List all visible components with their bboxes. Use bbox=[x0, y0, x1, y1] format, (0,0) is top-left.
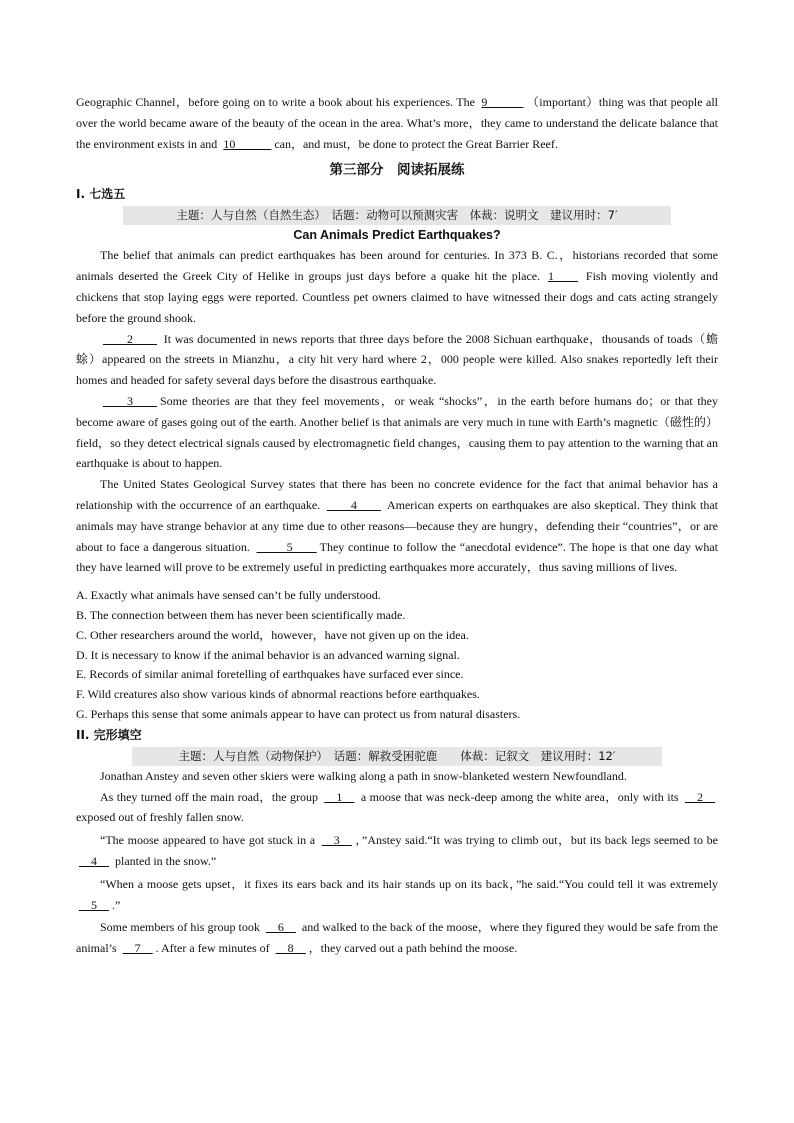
reading-paragraph-4: The United States Geological Survey states that there has been no concrete evidence for the fact that animal behavior has a relationship with the occurrence of an earthquake. ____4____ American experts on earthquakes are also skeptical. They think that animals may have strange behavior at any time due to other reasons—because they are hungry，defending their “countries”，or are about to face a dangerous situation. _____5____ They continue to follow the “anecdotal evidence”. The hope is that one day what they have learned will prove to be extremely useful in predicting earthquakes more accurately，thus saving millions of lives. bbox=[76, 477, 718, 575]
cloze-blank-1: __1__ bbox=[324, 789, 355, 804]
section1-heading: I. 七选五 bbox=[76, 187, 126, 202]
cloze-blank-7: __7__ bbox=[122, 941, 153, 956]
blank-10: 10______ bbox=[223, 136, 272, 151]
reading-paragraph-1: The belief that animals can predict earthquakes has been around for centuries. In 373 B. C.，historians recorded that some animals deserted the Greek City of Helike in groups just days before a quake hit the place. 1____ Fish moving violently and chickens that stop laying eggs were reported. Countless pet owners claimed to have witnessed their dogs and cats acting strangely before the ground shook. bbox=[76, 248, 718, 325]
cloze-blank-4: __4__ bbox=[79, 853, 109, 868]
cloze-blank-3: __3__ bbox=[321, 833, 352, 848]
blank-3: ____3____ bbox=[103, 393, 157, 408]
option-d: D. It is necessary to know if the animal behavior is an advanced warning signal. bbox=[76, 647, 460, 662]
option-a: A. Exactly what animals have sensed can’t be fully understood. bbox=[76, 588, 381, 603]
blank-2: ____2____ bbox=[103, 331, 157, 346]
cloze-paragraph-3: “The moose appeared to have got stuck in a __3__ ，”Anstey said.“It was trying to climb out，but its back legs seemed to be __4__ planted in the snow.” bbox=[76, 830, 718, 872]
cloze-paragraph-5: Some members of his group took __6__ and walked to the back of the moose，where they figured they would be safe from the animal’s __7__ . After a few minutes of __8__ ，they carved out a path behind the moose. bbox=[76, 920, 718, 956]
section1-topic-bar: 主题：人与自然（自然生态） 话题：动物可以预测灾害 体裁：说明文 建议用时：7′ bbox=[123, 206, 671, 225]
part3-title: 第三部分 阅读拓展练 bbox=[329, 162, 465, 179]
cloze-blank-2: __2__ bbox=[685, 789, 716, 804]
blank-1: 1____ bbox=[548, 269, 579, 284]
blank-9: 9______ bbox=[481, 95, 524, 109]
option-b: B. The connection between them has never been scientifically made. bbox=[76, 607, 406, 622]
cloze-paragraph-4: “When a moose gets upset，it fixes its ears back and its hair stands up on its back，”he said.“You could tell it was extremely __5__ .” bbox=[76, 874, 718, 916]
cloze-paragraph-2: As they turned off the main road，the group __1__ a moose that was neck-deep among the white area，only with its __2__ exposed out of freshly fallen snow. bbox=[76, 787, 718, 829]
option-g: G. Perhaps this sense that some animals appear to have can protect us from natural disasters. bbox=[76, 706, 521, 721]
cloze-paragraph-1: Jonathan Anstey and seven other skiers were walking along a path in snow-blanketed western Newfoundland. bbox=[100, 768, 627, 783]
cloze-blank-5: __5__ bbox=[79, 897, 109, 912]
reading-paragraph-3: ____3____ Some theories are that they feel movements，or weak “shocks”，in the earth before humans do；or that they become aware of gases going out of the earth. Another belief is that animals are very much in tune with Earth’s magnetic（磁性的）field，so they detect electrical signals caused by electromagnetic field changes，causing them to pay attention to the warning that an earthquake is about to happen. bbox=[76, 393, 718, 471]
cloze-blank-8: __8__ bbox=[275, 941, 306, 956]
option-e: E. Records of similar animal foretelling of earthquakes have surfaced ever since. bbox=[76, 667, 464, 682]
option-f: F. Wild creatures also show various kinds of abnormal reactions before earthquakes. bbox=[76, 687, 480, 702]
options-list bbox=[76, 586, 718, 725]
blank-4: ____4____ bbox=[326, 497, 381, 512]
option-c: C. Other researchers around the world，however，have not given up on the idea. bbox=[76, 627, 469, 642]
reading-paragraph-2: ____2____ It was documented in news reports that three days before the 2008 Sichuan earthquake，thousands of toads（蟾蜍）appeared on the streets in Mianzhu，a city hit very hard where 2，000 people were killed. Also snakes reportedly left their homes and headed for safety several days before the disastrous earthquake. bbox=[76, 331, 718, 388]
section2-heading: II. 完形填空 bbox=[76, 727, 142, 742]
cloze-blank-6: __6__ bbox=[265, 920, 296, 935]
section2-topic-bar: 主题：人与自然（动物保护） 话题：解救受困驼鹿 体裁：记叙文 建议用时：12′ bbox=[132, 747, 662, 766]
blank-5: _____5____ bbox=[256, 539, 317, 554]
document-page bbox=[76, 92, 718, 959]
intro-paragraph: Geographic Channel，before going on to write a book about his experiences. The 9______ （important）thing was that people all over the world became aware of the beauty of the ocean in the area. What’s more，they came to understand the delicate balance that the environment exists in and 10______ can，and must，be done to protect the Great Barrier Reef. bbox=[76, 95, 719, 151]
article-title: Can Animals Predict Earthquakes? bbox=[293, 228, 501, 243]
